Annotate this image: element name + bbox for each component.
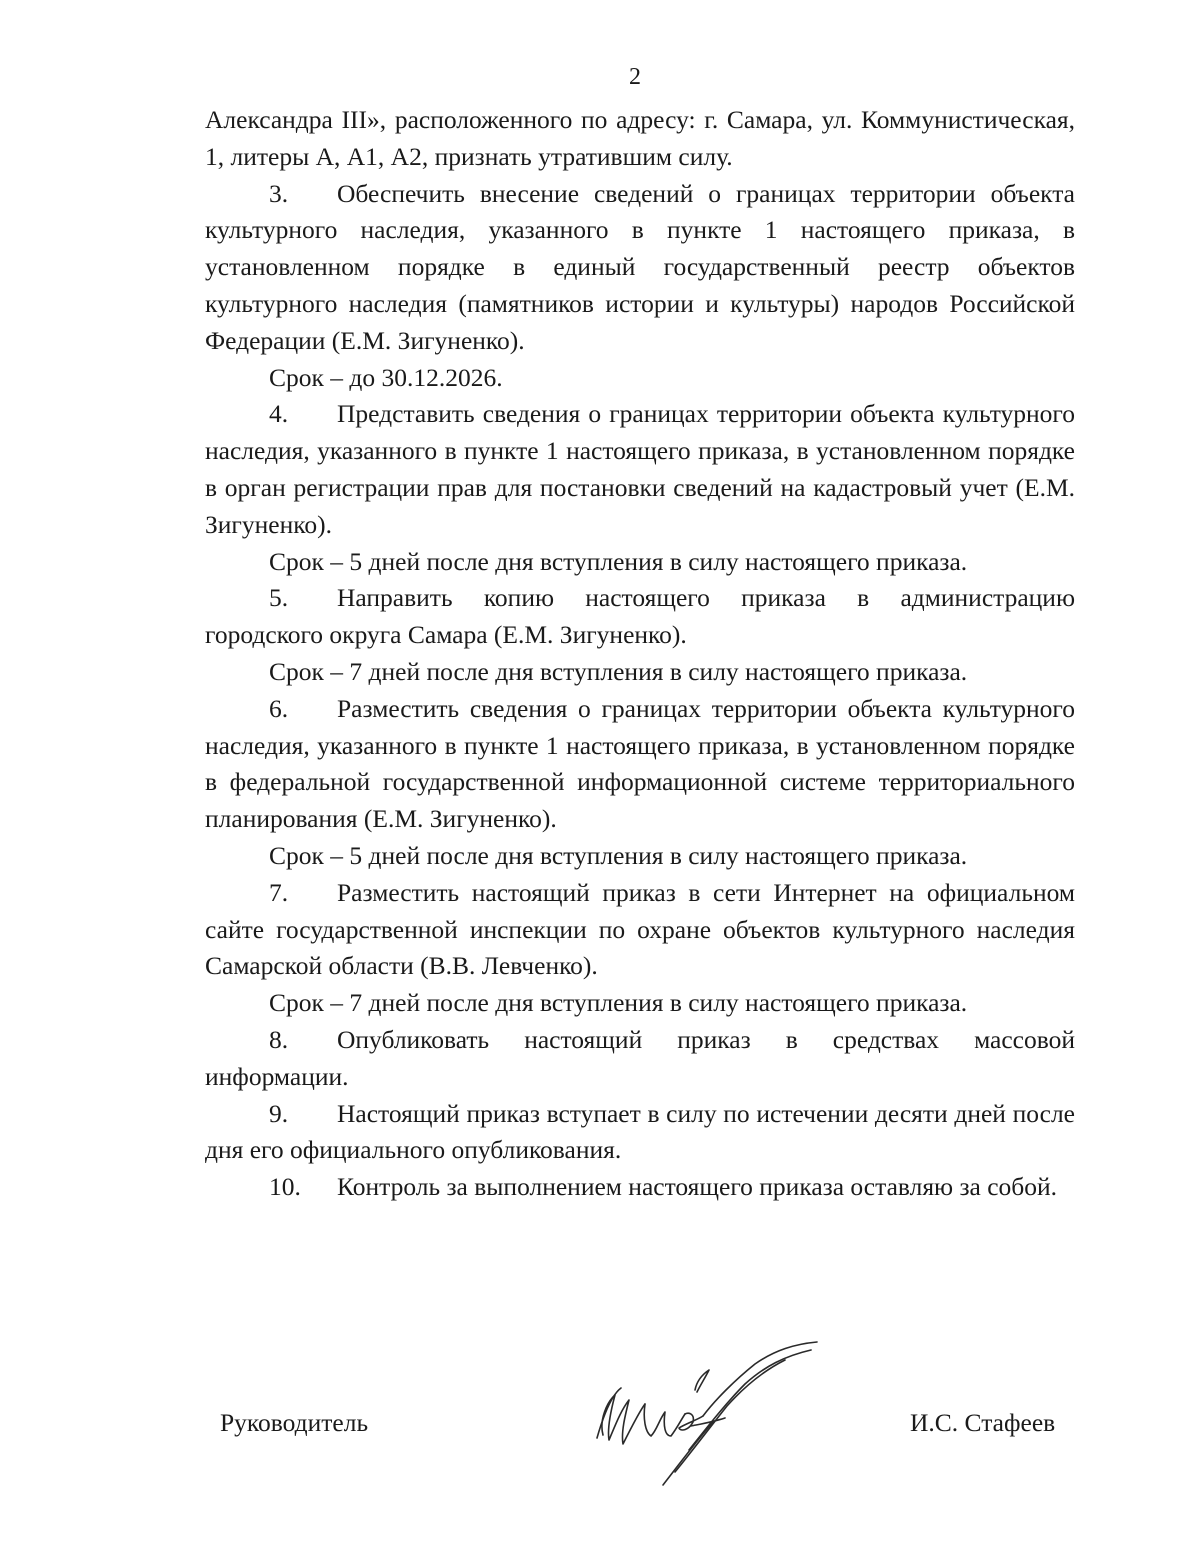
item-number: 10. [269,1172,301,1202]
deadline-line [205,654,1075,691]
paragraph-text: Представить сведения о границах территории объекта культурного наследия, указанного в пункте 1 настоящего приказа, в установленном порядке в орган регистрации прав для постановки сведений на кадастровый учет (Е.М. Зигуненко). [205,399,1075,539]
paragraph-text: Разместить настоящий приказ в сети Интернет на официальном сайте государственной инспекции по охране объектов культурного наследия Самарской области (В.В. Левченко). [205,877,1075,981]
document-body [205,102,1075,1206]
paragraph-text: Срок – 7 дней после дня вступления в силу настоящего приказа. [269,988,968,1018]
paragraph-text: Срок – 5 дней после дня вступления в силу настоящего приказа. [269,840,968,870]
item-number: 5. [269,583,289,613]
deadline-line [205,544,1075,581]
paragraph-text: Направить копию настоящего приказа в администрацию городского округа Самара (Е.М. Зигуненко). [205,583,1075,650]
paragraph-item-8 [205,1022,1075,1096]
paragraph-text: Разместить сведения о границах территории объекта культурного наследия, указанного в пункте 1 настоящего приказа, в установленном порядке в федеральной государственной информационной системе территориального планирования (Е.М. Зигуненко). [205,693,1075,834]
paragraph-item-9 [205,1096,1075,1170]
handwritten-signature [585,1340,835,1490]
deadline-line [205,838,1075,875]
item-number: 7. [269,877,289,907]
item-number: 4. [269,399,289,429]
signature-block [0,1380,1200,1500]
paragraph-item-3 [205,176,1075,360]
paragraph-item-6 [205,691,1075,838]
signatory-name: И.С. Стафеев [910,1408,1056,1437]
deadline-line [205,985,1075,1022]
item-number: 8. [269,1024,289,1054]
paragraph-text: Александра III», расположенного по адресу: г. Самара, ул. Коммунистическая, 1, литеры А, А1, А2, признать утратившим силу. [205,105,1075,171]
paragraph-text: Контроль за выполнением настоящего приказа оставляю за собой. [337,1172,1058,1202]
paragraph-text: Обеспечить внесение сведений о границах территории объекта культурного наследия, указанного в пункте 1 настоящего приказа, в установленном порядке в единый государственный реестр объектов культурного наследия (памятников истории и культуры) народов Российской Федерации (Е.М. Зигуненко). [205,178,1075,355]
paragraph-item-4 [205,396,1075,543]
paragraph-text: Срок – до 30.12.2026. [269,362,503,392]
paragraph-item-5 [205,580,1075,654]
item-number: 9. [269,1098,289,1128]
paragraph-text: Настоящий приказ вступает в силу по истечении десяти дней после дня его официального опубликования. [205,1098,1075,1165]
deadline-line [205,360,1075,397]
signatory-title: Руководитель [220,1408,369,1437]
item-number: 6. [269,693,289,723]
item-number: 3. [269,178,289,208]
paragraph-text: Срок – 7 дней после дня вступления в силу настоящего приказа. [269,656,968,686]
paragraph-continuation [205,102,1075,176]
paragraph-item-7 [205,875,1075,985]
paragraph-item-10 [205,1169,1075,1206]
page-number: 2 [629,64,641,90]
paragraph-text: Срок – 5 дней после дня вступления в силу настоящего приказа. [269,546,968,576]
paragraph-text: Опубликовать настоящий приказ в средствах массовой информации. [205,1024,1075,1091]
